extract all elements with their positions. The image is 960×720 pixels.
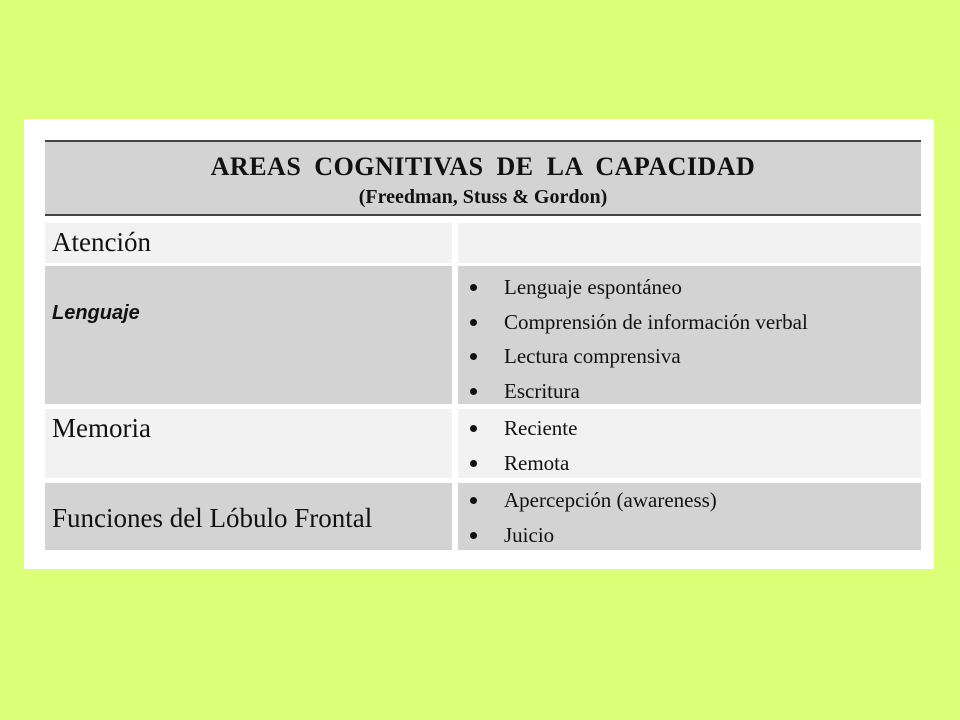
row-label-cell (45, 266, 452, 404)
bullet-list (458, 413, 577, 482)
bullet-icon (470, 353, 477, 360)
list-item-text: Remota (504, 450, 570, 475)
bullet-icon (470, 425, 477, 432)
row-items-cell (458, 266, 921, 404)
list-item (458, 520, 717, 555)
list-item (458, 376, 808, 411)
table-row-funciones-frontal (45, 483, 921, 550)
row-label-cell (45, 483, 452, 550)
table-subtitle: (Freedman, Stuss & Gordon) (358, 186, 608, 208)
bullet-list (458, 485, 717, 554)
list-item (458, 413, 577, 448)
table-row-memoria (45, 409, 921, 478)
list-item-text: Lectura comprensiva (504, 344, 681, 368)
table-title: AREAS COGNITIVAS DE LA CAPACIDAD (210, 152, 756, 181)
list-item-text: Apercepción (awareness) (504, 488, 717, 512)
bullet-icon (470, 319, 477, 326)
row-label-cell (45, 223, 452, 263)
list-item-text: Reciente (504, 416, 578, 440)
list-item-text: Lenguaje espontáneo (504, 275, 682, 299)
row-items-cell (458, 483, 921, 550)
table-row-atencion (45, 223, 921, 263)
bullet-icon (470, 532, 477, 539)
bullet-list (458, 272, 808, 410)
bullet-icon (470, 388, 477, 395)
list-item-text: Juicio (504, 522, 555, 547)
row-label: Funciones del Lóbulo Frontal (52, 503, 373, 533)
row-items-cell (458, 223, 921, 263)
bullet-icon (470, 460, 477, 467)
bullet-icon (470, 284, 477, 291)
slide-panel (24, 119, 934, 569)
table-header (45, 140, 921, 216)
row-label: Lenguaje (52, 302, 140, 324)
table-row-lenguaje (45, 266, 921, 404)
list-item (458, 448, 577, 483)
list-item-text: Escritura (504, 378, 580, 403)
row-label: Atención (52, 227, 151, 257)
list-item-text: Comprensión de información verbal (504, 309, 808, 334)
list-item (458, 272, 808, 307)
row-label-cell (45, 409, 452, 478)
bullet-icon (470, 497, 477, 504)
row-items-cell (458, 409, 921, 478)
list-item (458, 307, 808, 342)
list-item (458, 341, 808, 376)
list-item (458, 485, 717, 520)
row-label: Memoria (52, 413, 151, 443)
